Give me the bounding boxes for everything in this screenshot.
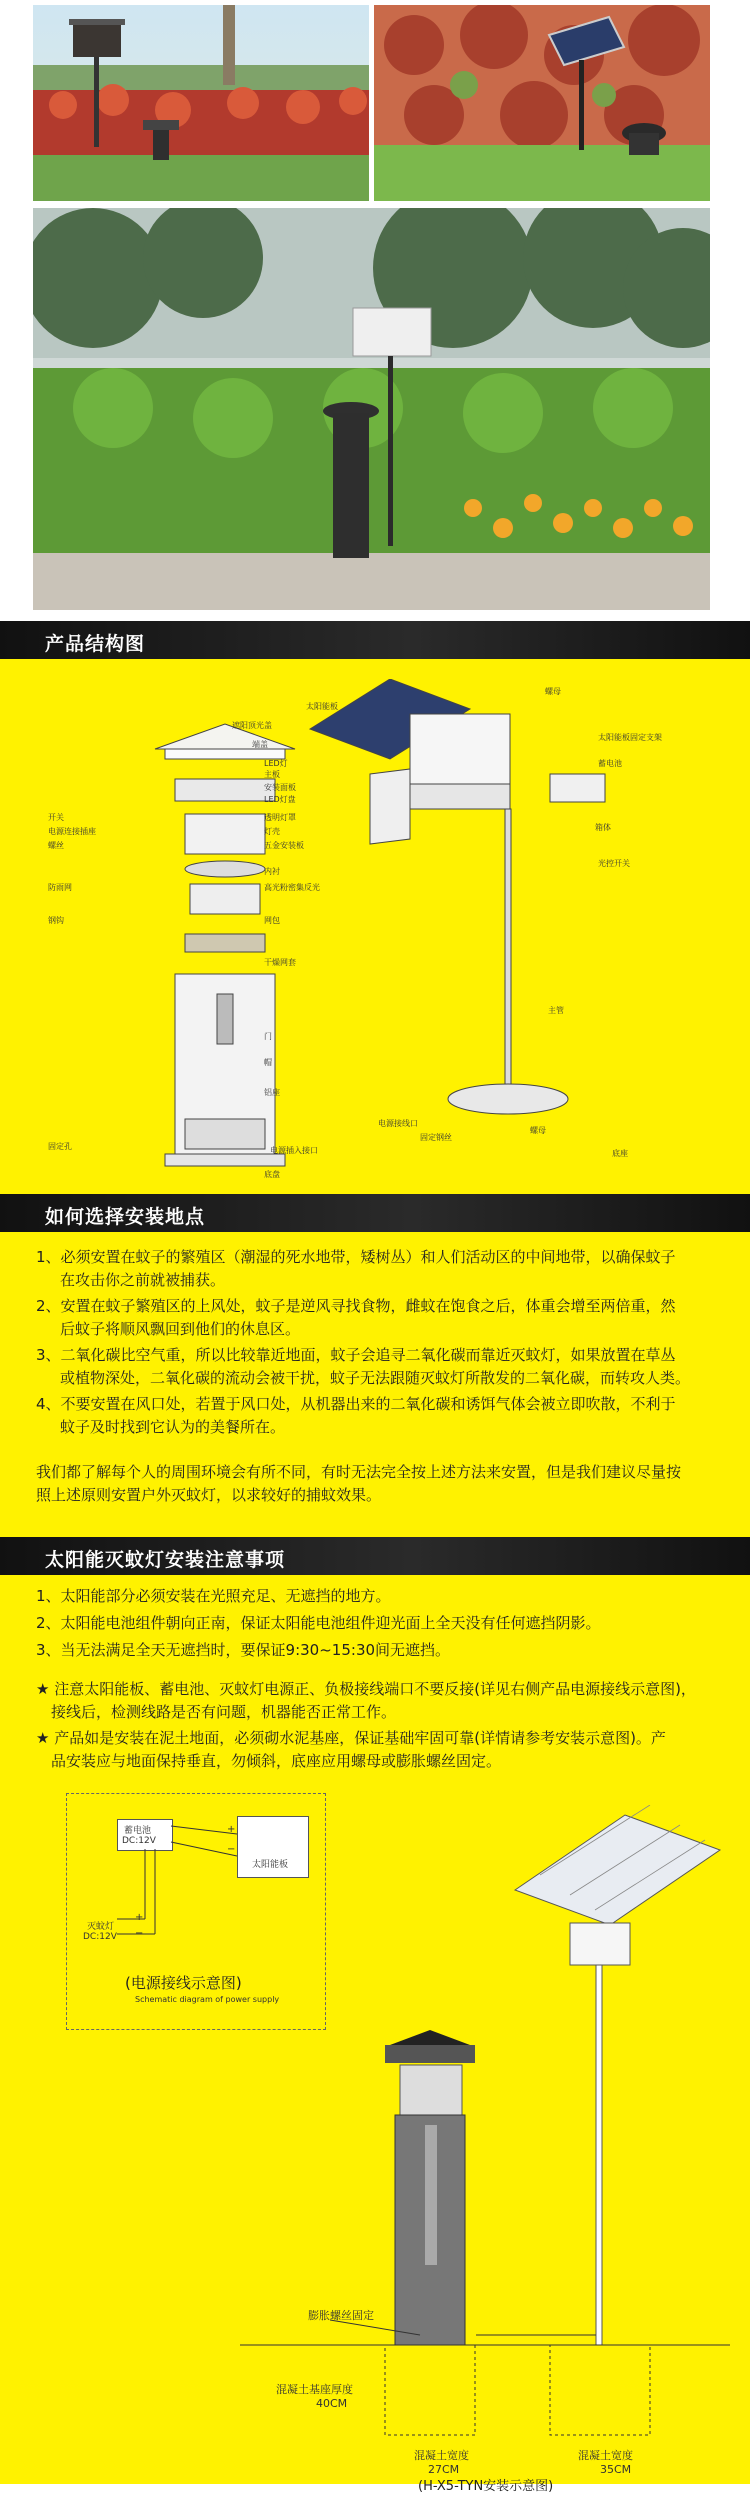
lamp-label-23: 电源插入接口: [270, 1146, 318, 1155]
solar-label-3: 蓄电池: [598, 759, 622, 768]
location-line-3: 后蚊子将顺风飘回到他们的休息区。: [60, 1320, 301, 1338]
section-header-location: [0, 1194, 750, 1232]
install-line-2: 3、当无法满足全天无遮挡时，要保证9:30~15:30间无遮挡。: [36, 1641, 451, 1659]
photo-lamp-park: [33, 208, 710, 610]
structure-panel: [0, 659, 750, 1194]
lamp-label-17: 干燥网套: [264, 958, 296, 967]
concrete-width1-value: 27CM: [428, 2463, 460, 2476]
lamp-label-7: 透明灯罩: [264, 813, 296, 822]
lamp-label-8: 电源连接插座: [48, 827, 96, 836]
section-title-structure: 产品结构图: [45, 633, 146, 655]
lamp-label-0: 遮阳顶光盖: [232, 721, 272, 730]
lamp-label-18: 门: [264, 1032, 272, 1041]
concrete-depth-value: 40CM: [316, 2397, 348, 2410]
solar-label-1: 螺母: [545, 687, 561, 696]
solar-label-8: 固定钢丝: [420, 1133, 452, 1142]
solar-label-0: 太阳能板: [306, 702, 338, 711]
lamp-label-5: LED灯盘: [264, 795, 296, 804]
lamp-label-16: 网包: [264, 916, 280, 925]
lamp-label-20: 铝座: [264, 1088, 280, 1097]
wiring-caption-en: Schematic diagram of power supply: [135, 1995, 280, 2004]
install-star-0: ★ 注意太阳能板、蓄电池、灭蚊灯电源正、负极接线端口不要反接(详见右侧产品电源接线示意图)，: [36, 1680, 696, 1698]
section-header-structure: [0, 621, 750, 659]
location-line-7: 蚊子及时找到它认为的美餐所在。: [60, 1418, 286, 1436]
plus-sign-1: +: [227, 1824, 236, 1835]
lamp-wire-voltage: DC:12V: [83, 1932, 117, 1942]
install-line-0: 1、太阳能部分必须安装在光照充足、无遮挡的地方。: [36, 1587, 391, 1605]
install-star-2: ★ 产品如是安装在泥土地面，必须砌水泥基座，保证基础牢固可靠(详情请参考安装示意图)。产: [36, 1729, 666, 1747]
lamp-label-4: 安装面板: [264, 783, 296, 792]
location-line-1: 在攻击你之前就被捕获。: [60, 1271, 226, 1289]
solar-label: 太阳能板: [252, 1860, 289, 1870]
install-caption: (H-X5-TYN安装示意图): [418, 2479, 554, 2494]
plus-sign-2: +: [135, 1912, 144, 1923]
concrete-width2-label: 混凝土宽度: [578, 2449, 633, 2462]
lamp-label-12: 内衬: [264, 867, 280, 876]
location-line-2: 2、安置在蚊子繁殖区的上风处，蚊子是逆风寻找食物，雌蚊在饱食之后，体重会增至两倍重，然: [36, 1297, 676, 1315]
section-title-install: 太阳能灭蚊灯安装注意事项: [45, 1549, 286, 1571]
concrete-width1-label: 混凝土宽度: [414, 2449, 469, 2462]
location-note-0: 我们都了解每个人的周围环境会有所不同，有时无法完全按上述方法来安置，但是我们建议尽量按: [36, 1463, 682, 1481]
install-diagram: [240, 1805, 730, 2465]
install-star-1: 接线后，检测线路是否有问题，机器能否正常工作。: [36, 1703, 397, 1721]
solar-label-4: 箱体: [595, 823, 611, 832]
photo-lamp-garden-1: [33, 5, 369, 201]
solar-label-9: 螺母: [530, 1126, 546, 1135]
lamp-label-11: 五金安装板: [264, 841, 304, 850]
lamp-label-14: 高光粉密集反光: [264, 883, 320, 892]
lamp-label-1: 端盖: [252, 740, 268, 749]
concrete-depth-label: 混凝土基座厚度: [276, 2383, 353, 2396]
minus-sign-2: −: [135, 1928, 144, 1939]
lamp-label-22: 底盘: [264, 1170, 280, 1179]
lamp-label-19: 帽: [264, 1058, 272, 1067]
lamp-label-21: 固定孔: [48, 1142, 72, 1151]
lamp-label-10: 螺丝: [48, 841, 64, 850]
lamp-label-3: 主板: [264, 770, 280, 779]
bolt-label: 膨胀螺丝固定: [308, 2309, 374, 2322]
solar-label-6: 主管: [548, 1006, 564, 1015]
location-line-5: 或植物深处，二氧化碳的流动会被干扰，蚊子无法跟随灭蚊灯所散发的二氧化碳，而转攻人类。: [60, 1369, 691, 1387]
section-title-location: 如何选择安装地点: [45, 1206, 206, 1228]
photo-lamp-garden-2: [374, 5, 710, 201]
install-line-1: 2、太阳能电池组件朝向正南，保证太阳能电池组件迎光面上全天没有任何遮挡阴影。: [36, 1614, 601, 1632]
location-line-0: 1、必须安置在蚊子的繁殖区（潮湿的死水地带，矮树丛）和人们活动区的中间地带，以确保蚊子: [36, 1248, 676, 1266]
wiring-caption-cn: (电源接线示意图): [125, 1974, 242, 1992]
location-panel: [0, 1232, 750, 1537]
lamp-label-13: 防雨网: [48, 883, 72, 892]
section-header-install: [0, 1537, 750, 1575]
solar-label-5: 光控开关: [598, 859, 630, 868]
location-line-4: 3、二氧化碳比空气重，所以比较靠近地面，蚊子会追寻二氧化碳而靠近灭蚊灯，如果放置在草丛: [36, 1346, 676, 1364]
battery-voltage: DC:12V: [122, 1836, 156, 1846]
location-note-1: 照上述原则安置户外灭蚊灯，以求较好的捕蚊效果。: [36, 1486, 382, 1504]
install-panel: [0, 1575, 750, 2494]
concrete-width2-value: 35CM: [600, 2463, 632, 2476]
solar-label-10: 底座: [612, 1149, 628, 1158]
solar-label-7: 电源接线口: [378, 1119, 418, 1128]
solar-label-2: 太阳能板固定支架: [598, 733, 662, 742]
location-line-6: 4、不要安置在风口处，若置于风口处，从机器出来的二氧化碳和诱饵气体会被立即吹散，不利于: [36, 1395, 676, 1413]
solar-structure-diagram: [300, 679, 680, 1179]
lamp-label-15: 钢钩: [48, 916, 64, 925]
lamp-label-9: 灯壳: [264, 827, 280, 836]
battery-label: 蓄电池: [124, 1826, 152, 1836]
lamp-wire-label: 灭蚊灯: [87, 1922, 115, 1932]
lamp-label-2: LED灯: [264, 759, 288, 768]
lamp-label-6: 开关: [48, 813, 64, 822]
install-star-3: 品安装应与地面保持垂直，勿倾斜，底座应用螺母或膨胀螺丝固定。: [36, 1752, 502, 1770]
minus-sign-1: −: [227, 1844, 236, 1855]
